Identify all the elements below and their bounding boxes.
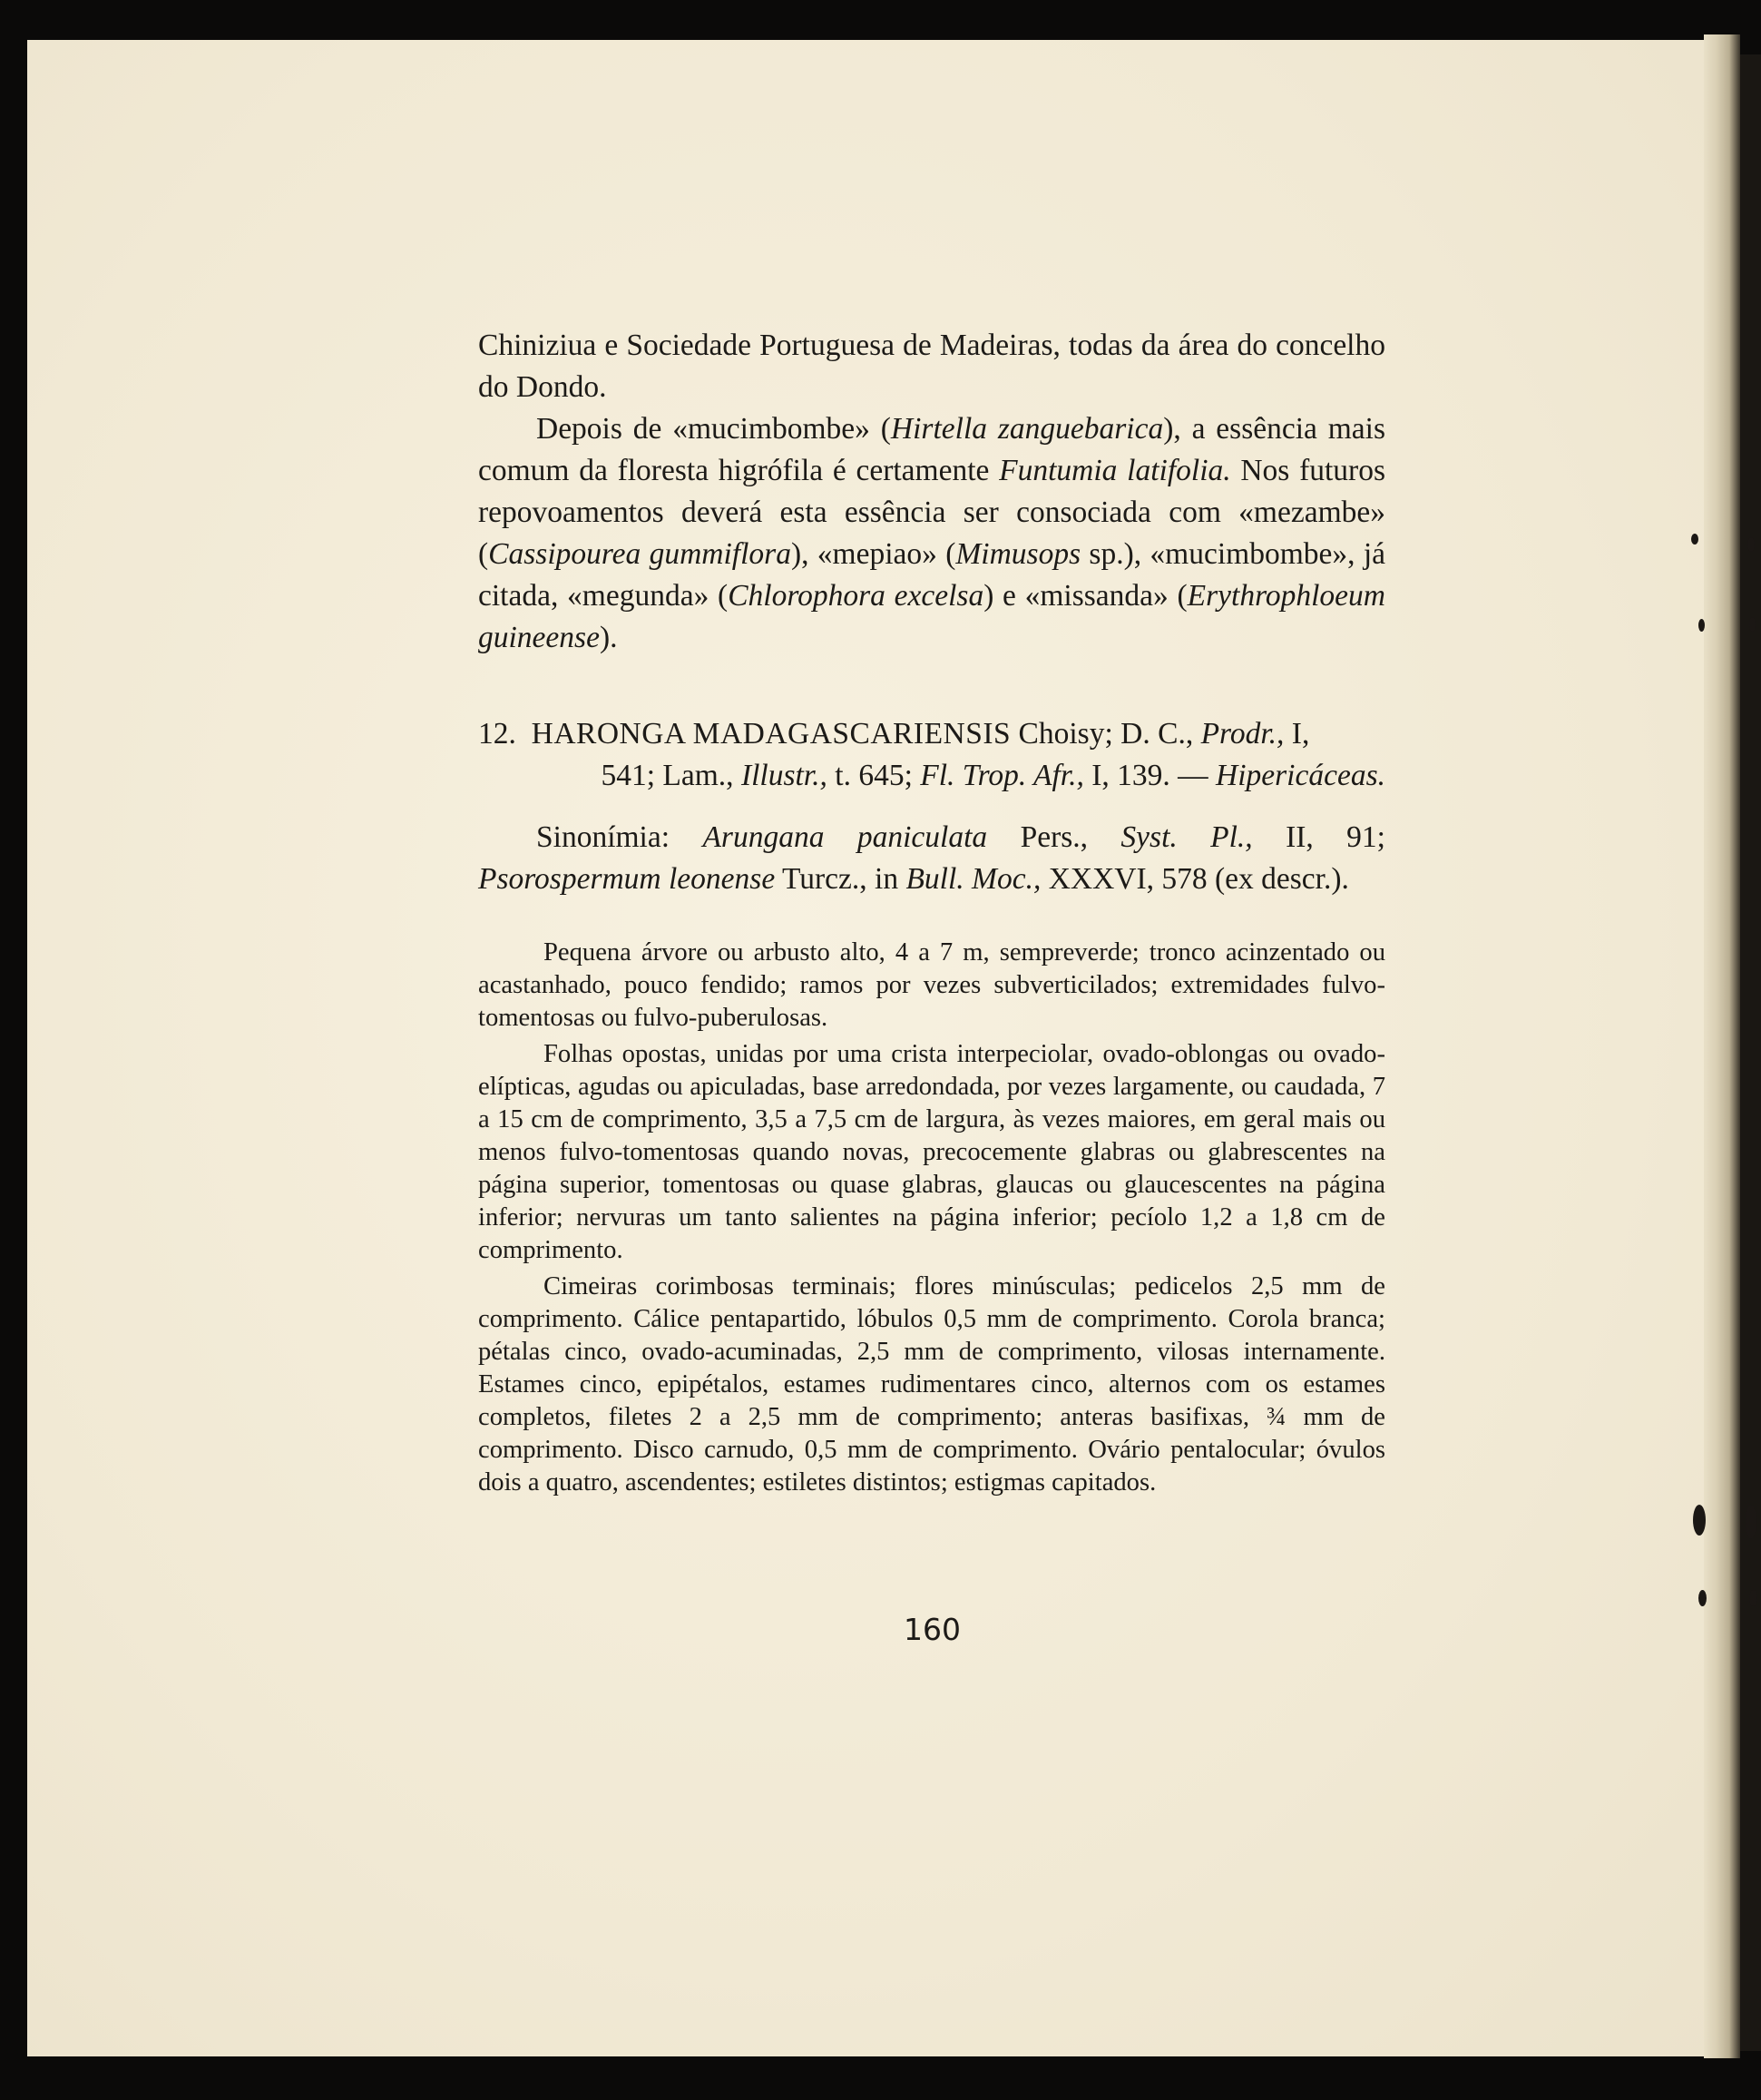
species-name: HARONGA MADAGASCARIENSIS — [531, 717, 1012, 751]
description-flowers: Cimeiras corimbosas terminais; flores minúsculas; pedicelos 2,5 mm de comprimento. Cálice pentapartido, lóbulos 0,5 mm de comprimento. Corola branca; pétalas cinco, ovado-acuminadas, 2,5 mm de comprimento, vilosas internamente. Estames cinco, epipétalos, estames rudimentares cinco, alternos com os estames completos, filetes 2 a 2,5 mm de comprimento; anteras basifixas, ¾ mm de comprimento. Disco carnudo, 0,5 mm de comprimento. Ovário pentalocular; óvulos dois a quatro, ascendentes; estiletes distintos; estigmas capitados. — [478, 1272, 1385, 1496]
paragraph-continuation: Chiniziua e Sociedade Portuguesa de Madeiras, todas da área do concelho do Dondo. — [478, 329, 1385, 404]
binding-mark — [1693, 1505, 1706, 1536]
intro-section — [478, 325, 1385, 659]
synonymy: Sinonímia: Arungana paniculata Pers., Syst. Pl., II, 91; Psorospermum leonense Turcz., in Bull. Moc., XXXVI, 578 (ex descr.). — [478, 820, 1385, 896]
binding-mark — [1749, 617, 1756, 632]
binding-mark — [1749, 1590, 1757, 1606]
binding-mark — [1698, 619, 1705, 632]
binding-mark — [1746, 1505, 1756, 1539]
species-entry-heading: 12. HARONGA MADAGASCARIENSIS Choisy; D. C., Prodr., I, 541; Lam., Illustr., t. 645; Fl. Trop. Afr., I, 139. — Hipericáceas. — [478, 717, 1385, 792]
entry-number: 12. — [478, 717, 516, 751]
binding-mark — [1691, 534, 1698, 545]
paragraph-funtumia: Depois de «mucimbombe» (Hirtella zanguebarica), a essência mais comum da floresta higrófila é certamente Funtumia latifolia. Nos futuros repovoamentos deverá esta essência ser consociada com «mezambe» (Cassipourea gummiflora), «mepiao» (Mimusops sp.), «mucimbombe», já citada, «megunda» (Chlorophora excelsa) e «missanda» (Erythrophloeum guineense). — [478, 412, 1386, 654]
description-habit: Pequena árvore ou arbusto alto, 4 a 7 m, sempreverde; tronco acinzentado ou acastanhado, pouco fendido; ramos por vezes subverticilados; extremidades fulvo-tomentosas ou fulvo-puberulosas. — [478, 938, 1385, 1032]
main-text — [478, 325, 1385, 1499]
family-name: Hipericáceas. — [1216, 759, 1385, 792]
gutter — [1740, 54, 1761, 2051]
page-edge — [1704, 34, 1740, 2058]
description-leaves: Folhas opostas, unidas por uma crista interpeciolar, ovado-oblongas ou ovado-elípticas, agudas ou apiculadas, base arredondada, por vezes largamente, ou caudada, 7 a 15 cm de comprimento, 3,5 a 7,5 cm de largura, às vezes maiores, em geral mais ou menos fulvo-tomentosas quando novas, precocemente glabras ou glabrescentes na página superior, tomentosas ou quase glabras, glaucas ou glaucescentes na página inferior; nervuras um tanto salientes na página inferior; pecíolo 1,2 a 1,8 cm de comprimento. — [478, 1040, 1385, 1264]
binding-mark — [1747, 537, 1755, 552]
binding-mark — [1698, 1590, 1707, 1606]
species-description — [478, 937, 1385, 1499]
page-number: 160 — [904, 1612, 961, 1647]
